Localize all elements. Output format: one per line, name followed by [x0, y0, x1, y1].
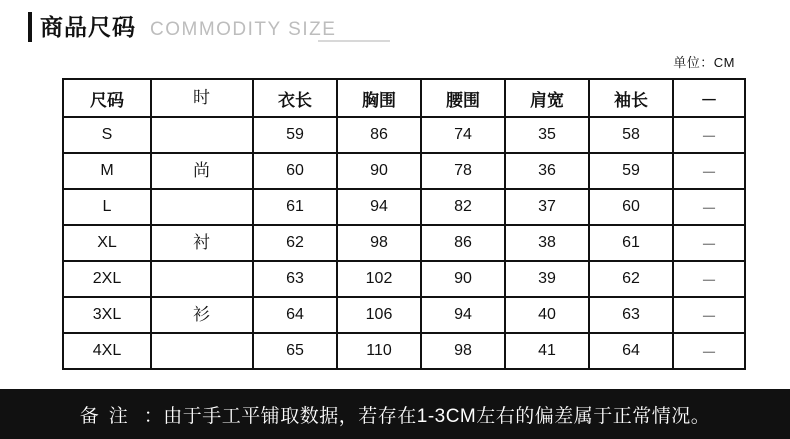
table-row — [63, 225, 745, 261]
cell-size: 2XL — [63, 261, 151, 297]
cell-bust: 94 — [337, 189, 421, 225]
cell-extra: － — [673, 261, 745, 297]
cell-bust: 86 — [337, 117, 421, 153]
brand-cell-2 — [151, 117, 253, 153]
header-cell-bust: 胸围 — [337, 79, 421, 117]
cell-length: 61 — [253, 189, 337, 225]
cell-size: S — [63, 117, 151, 153]
cell-waist: 98 — [421, 333, 505, 369]
cell-extra: － — [673, 297, 745, 333]
cell-bust: 98 — [337, 225, 421, 261]
page-subtitle: COMMODITY SIZE — [150, 19, 337, 40]
table-row — [63, 189, 745, 225]
cell-waist: 74 — [421, 117, 505, 153]
cell-length: 64 — [253, 297, 337, 333]
table-row — [63, 333, 745, 369]
cell-sleeve: 64 — [589, 333, 673, 369]
unit-note: 单位：CM — [673, 55, 735, 70]
cell-length: 60 — [253, 153, 337, 189]
cell-extra: － — [673, 153, 745, 189]
brand-cell-1 — [151, 79, 253, 117]
cell-bust: 90 — [337, 153, 421, 189]
cell-waist: 78 — [421, 153, 505, 189]
cell-size: L — [63, 189, 151, 225]
brand-char-1: 时 — [193, 87, 211, 107]
size-table — [62, 78, 746, 370]
cell-extra: － — [673, 117, 745, 153]
cell-sleeve: 58 — [589, 117, 673, 153]
page-title: 商品尺码 — [40, 14, 136, 40]
cell-waist: 94 — [421, 297, 505, 333]
brand-cell-5 — [151, 225, 253, 261]
cell-sleeve: 59 — [589, 153, 673, 189]
cell-shoulder: 41 — [505, 333, 589, 369]
header-cell-waist: 腰围 — [421, 79, 505, 117]
brand-cell-4 — [151, 189, 253, 225]
cell-shoulder: 37 — [505, 189, 589, 225]
cell-shoulder: 39 — [505, 261, 589, 297]
table-row — [63, 153, 745, 189]
brand-cell-3 — [151, 153, 253, 189]
header-cell-sleeve: 袖长 — [589, 79, 673, 117]
table-row — [63, 117, 745, 153]
footer-note-bar — [0, 389, 790, 439]
title-underline — [318, 40, 390, 42]
header-cell-extra: － — [673, 79, 745, 117]
brand-cell-7 — [151, 297, 253, 333]
brand-cell-8 — [151, 333, 253, 369]
cell-waist: 86 — [421, 225, 505, 261]
header-cell-length: 衣长 — [253, 79, 337, 117]
cell-shoulder: 40 — [505, 297, 589, 333]
size-table-wrap — [62, 78, 730, 370]
cell-size: M — [63, 153, 151, 189]
cell-sleeve: 60 — [589, 189, 673, 225]
cell-length: 59 — [253, 117, 337, 153]
cell-length: 65 — [253, 333, 337, 369]
page-header — [28, 12, 336, 45]
cell-extra: － — [673, 189, 745, 225]
brand-cell-6 — [151, 261, 253, 297]
cell-shoulder: 38 — [505, 225, 589, 261]
cell-length: 62 — [253, 225, 337, 261]
cell-sleeve: 63 — [589, 297, 673, 333]
cell-waist: 82 — [421, 189, 505, 225]
table-row — [63, 261, 745, 297]
footer-text: ：由于手工平铺取数据，若存在1-3CM左右的偏差属于正常情况。 — [143, 405, 711, 427]
brand-char-4: 衫 — [193, 304, 211, 324]
cell-bust: 106 — [337, 297, 421, 333]
cell-size: XL — [63, 225, 151, 261]
footer-label: 备注 — [79, 405, 138, 427]
cell-shoulder: 36 — [505, 153, 589, 189]
table-header-row — [63, 79, 745, 117]
brand-char-2: 尚 — [193, 160, 211, 180]
cell-size: 3XL — [63, 297, 151, 333]
cell-extra: － — [673, 225, 745, 261]
cell-length: 63 — [253, 261, 337, 297]
header-cell-shoulder: 肩宽 — [505, 79, 589, 117]
cell-waist: 90 — [421, 261, 505, 297]
cell-shoulder: 35 — [505, 117, 589, 153]
header-cell-size: 尺码 — [63, 79, 151, 117]
table-row — [63, 297, 745, 333]
cell-size: 4XL — [63, 333, 151, 369]
cell-bust: 102 — [337, 261, 421, 297]
brand-char-3: 衬 — [193, 232, 211, 252]
cell-sleeve: 61 — [589, 225, 673, 261]
cell-bust: 110 — [337, 333, 421, 369]
cell-sleeve: 62 — [589, 261, 673, 297]
cell-extra: － — [673, 333, 745, 369]
